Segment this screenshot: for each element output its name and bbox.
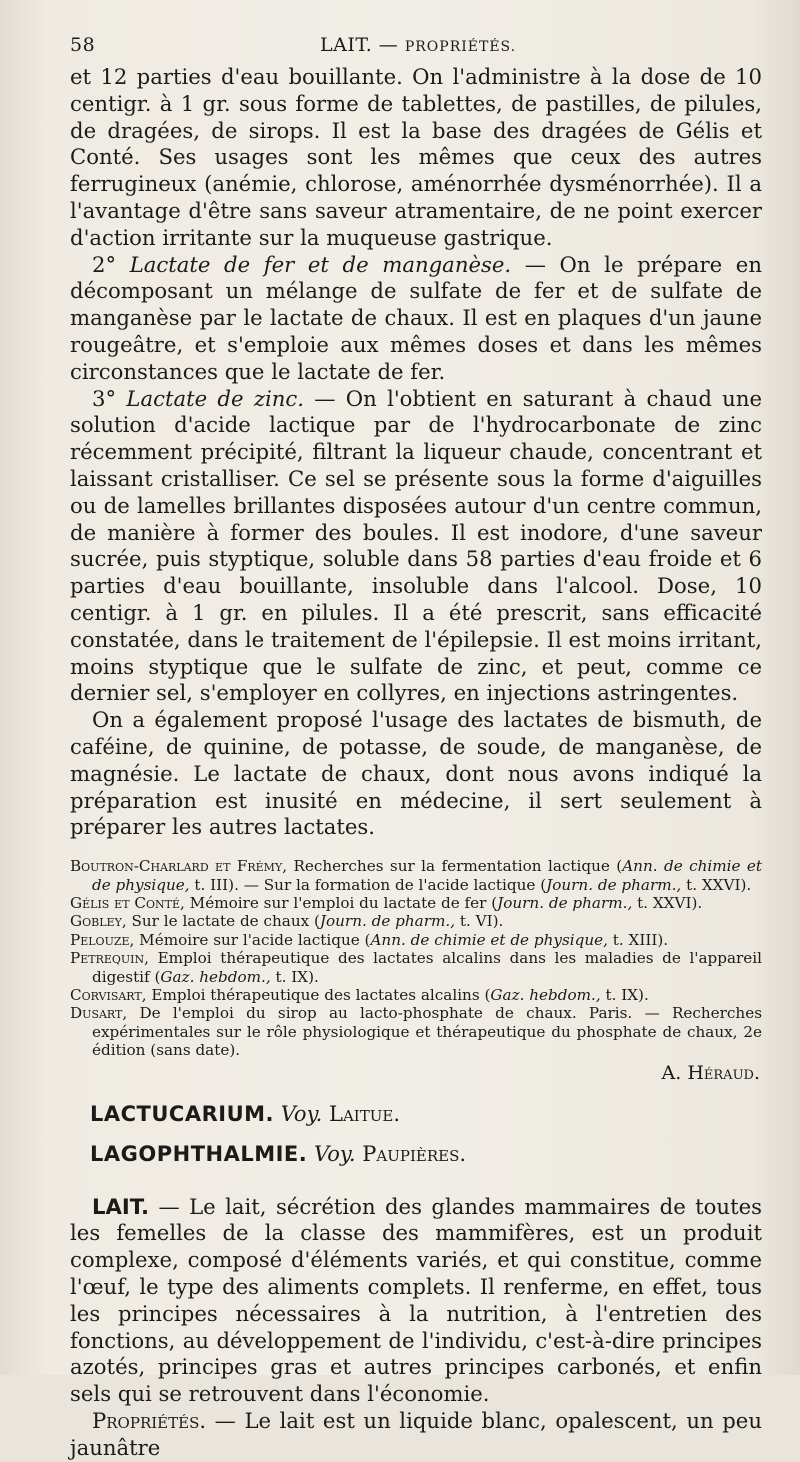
running-header <box>70 30 762 64</box>
page-number: 58 <box>70 34 96 56</box>
reference-item: Gobley, Sur le lactate de chaux (Journ. de pharm., t. VI). <box>70 912 504 931</box>
paragraph-other-lactates: On a également proposé l'usage des lactates de bismuth, de caféine, de quinine, de potasse, de soude, de manganèse, de magnésie. Le lactate de chaux, dont nous avons indiqué la préparation est inusité en médecine, il sert seulement à préparer les autres lactates. <box>70 707 762 840</box>
reference-item: Corvisart, Emploi thérapeutique des lactates alcalins (Gaz. hebdom., t. IX). <box>70 985 649 1004</box>
signature: A. Héraud. <box>661 1061 760 1084</box>
entry-lait: LAIT. — Le lait, sécrétion des glandes mammaires de toutes les femelles de la classe des mammifères, est un produit complexe, composé d'éléments variés, et qui constitue, comme l'œuf, le type des aliments complets. Il renferme, en effet, tous les principes nécessaires à la nutrition, à l'entretien des fonctions, au développement de l'individu, c'est-à-dire principes azotés, principes gras et autres principes carbonés, et enfin sels qui se retrouvent dans l'économie. <box>70 1193 762 1407</box>
reference-item: Petrequin, Emploi thérapeutique des lactates alcalins dans les maladies de l'appareil digestif (Gaz. hebdom., t. IX). <box>70 949 762 986</box>
item-lactate-fer-manganese: 2° Lactate de fer et de manganèse. — On le prépare en décomposant un mélange de sulfate de fer et de sulfate de manganèse par le lactate de chaux. Il est en plaques d'un jaune rougeâtre, et s'emploie aux mêmes doses et dans les mêmes circonstances que le lactate de fer. <box>70 251 762 384</box>
running-title: LAIT. — PROPRIÉTÉS. <box>320 34 517 56</box>
reference-item: Pelouze, Mémoire sur l'acide lactique (Ann. de chimie et de physique, t. XIII). <box>70 930 669 949</box>
paragraph-continued: et 12 parties d'eau bouillante. On l'administre à la dose de 10 centigr. à 1 gr. sous forme de tablettes, de pastilles, de pilules, de dragées, de sirops. Il est la base des dragées de Gélis et Conté. Ses usages sont les mêmes que ceux des autres ferrugineux (anémie, chlorose, aménorrhée dysménorrhée). Il a l'avantage d'être sans saveur atramentaire, de ne point exercer d'action irritante sur la muqueuse gastrique. <box>70 64 762 250</box>
entry-lagophthalmie: LAGOPHTHALMIE. Voy. Paupières. <box>90 1141 467 1166</box>
entry-lactucarium: LACTUCARIUM. Voy. Laitue. <box>90 1101 400 1126</box>
item-lactate-zinc: 3° Lactate de zinc. — On l'obtient en saturant à chaud une solution d'acide lactique par de l'hydrocarbonate de zinc récemment précipité, filtrant la liqueur chaude, concentrant et laissant cristalliser. Ce sel se présente sous la forme d'aiguilles ou de lamelles brillantes disposées autour d'un centre commun, de manière à former des boules. Il est inodore, d'une saveur sucrée, puis styptique, soluble dans 58 parties d'eau froide et 6 parties d'eau bouillante, insoluble dans l'alcool. Dose, 10 centigr. à 1 gr. en pilules. Il a été prescrit, sans efficacité constatée, dans le traitement de l'épilepsie. Il est moins irritant, moins styptique que le sulfate de zinc, et peut, comme ce dernier sel, s'employer en collyres, en injections astringentes. <box>70 385 762 706</box>
reference-item: Boutron-Charlard et Frémy, Recherches sur la fermentation lactique (Ann. de chimie et de physique, t. III). — Sur la formation de l'acide lactique (Journ. de pharm., t. XXVI). <box>70 857 763 894</box>
lait-proprietes: Propriétés. — Le lait est un liquide blanc, opalescent, un peu jaunâtre <box>70 1407 762 1460</box>
reference-item: Gélis et Conté, Mémoire sur l'emploi du lactate de fer (Journ. de pharm., t. XXVI). <box>70 893 703 912</box>
references <box>70 857 762 1059</box>
reference-item: Dusart, De l'emploi du sirop au lacto-phosphate de chaux. Paris. — Recherches expérimentales sur le rôle physiologique et thérapeutique du phosphate de chaux, 2e édition (sans date). <box>70 1004 762 1060</box>
